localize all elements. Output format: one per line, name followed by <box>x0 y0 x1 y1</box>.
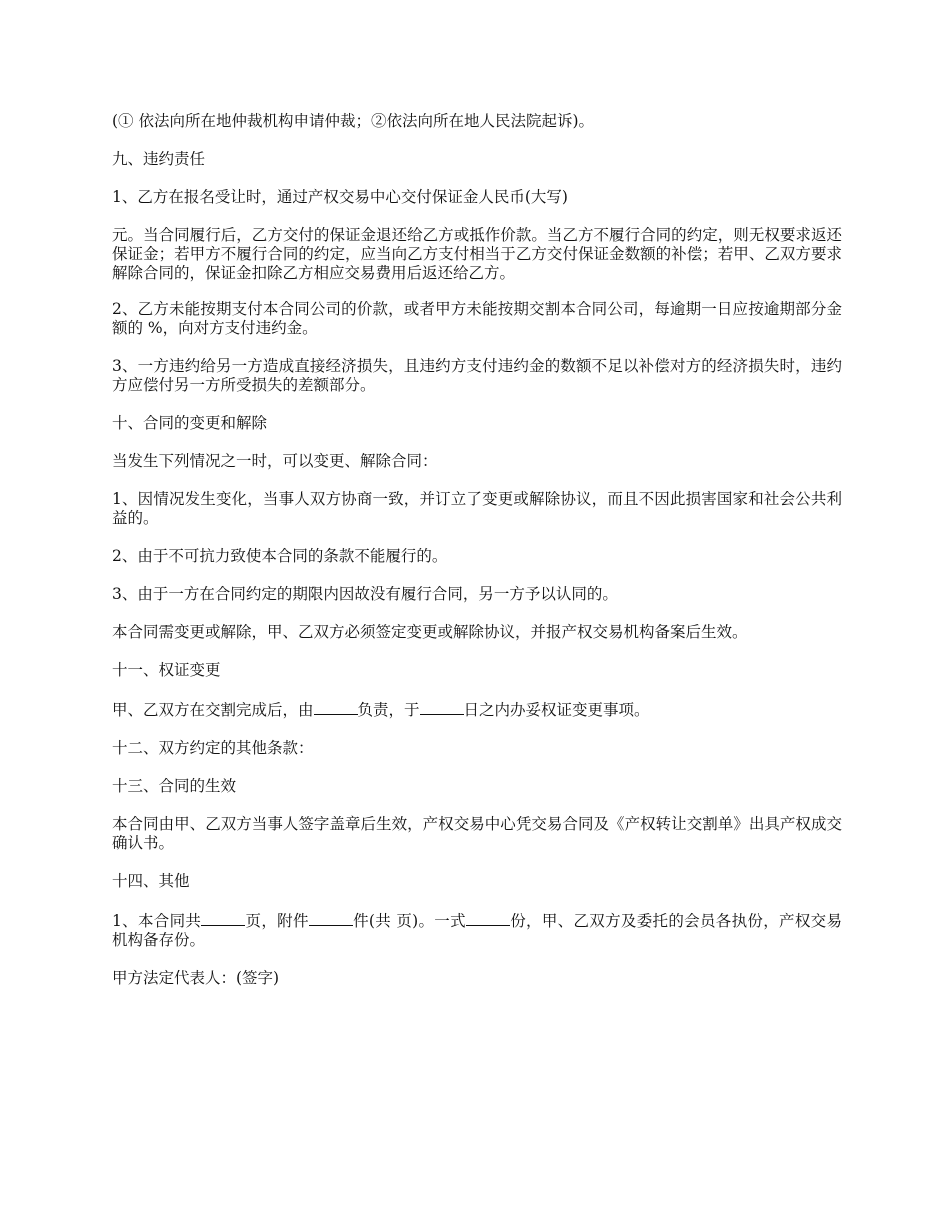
heading-miscellaneous: 十四、其他 <box>112 872 190 890</box>
paragraph-dispute-resolution: (① 依法向所在地仲裁机构申请仲裁；②依法向所在地人民法院起诉)。 <box>112 112 595 130</box>
paragraph-change-agreement: 本合同需变更或解除，甲、乙双方必须签定变更或解除协议，并报产权交易机构备案后生效。 <box>112 623 748 641</box>
heading-other-terms: 十二、双方约定的其他条款： <box>112 739 314 757</box>
paragraph-deposit-return: 元。当合同履行后，乙方交付的保证金退还给乙方或抵作价款。当乙方不履行合同的约定，则无权要求返还保证金；若甲方不履行合同的约定，应当向乙方支付相当于乙方交付保证金数额的补偿；若甲、乙双方要求解除合同的，保证金扣除乙方相应交易费用后返还给乙方。 <box>112 226 842 282</box>
heading-breach-liability: 九、违约责任 <box>112 150 206 168</box>
blank-days <box>420 699 464 715</box>
heading-title-change: 十一、权证变更 <box>112 661 221 679</box>
blank-pages <box>201 910 245 926</box>
paragraph-condition-1: 1、因情况发生变化，当事人双方协商一致，并订立了变更或解除协议，而且不因此损害国家和社会公共利益的。 <box>112 490 842 527</box>
paragraph-late-payment: 2、乙方未能按期支付本合同公司的价款，或者甲方未能按期交割本合同公司，每逾期一日应按逾期部分金额的 %，向对方支付违约金。 <box>112 300 842 337</box>
heading-contract-change: 十、合同的变更和解除 <box>112 414 268 432</box>
paragraph-change-conditions: 当发生下列情况之一时，可以变更、解除合同： <box>112 452 438 470</box>
blank-attachments <box>309 910 353 926</box>
paragraph-deposit: 1、乙方在报名受让时，通过产权交易中心交付保证金人民币(大写) <box>112 188 568 206</box>
blank-copies <box>466 910 510 926</box>
document-body <box>112 112 842 1007</box>
signature-line: 甲方法定代表人：(签字) <box>112 969 280 987</box>
paragraph-copies: 1、本合同共 页，附件 件(共 页)。一式 份，甲、乙双方及委托的会员各执份，产权交易机构备存份。 <box>112 912 842 949</box>
heading-effectiveness: 十三、合同的生效 <box>112 777 237 795</box>
paragraph-condition-3: 3、由于一方在合同约定的期限内因故没有履行合同，另一方予以认同的。 <box>112 585 618 603</box>
paragraph-title-transfer: 甲、乙双方在交割完成后，由 负责，于 日之内办妥权证变更事项。 <box>112 701 650 719</box>
blank-responsible-party <box>314 699 358 715</box>
paragraph-condition-2: 2、由于不可抗力致使本合同的条款不能履行的。 <box>112 547 448 565</box>
paragraph-damages: 3、一方违约给另一方造成直接经济损失，且违约方支付违约金的数额不足以补偿对方的经济损失时，违约方应偿付另一方所受损失的差额部分。 <box>112 357 842 394</box>
paragraph-effectiveness: 本合同由甲、乙双方当事人签字盖章后生效，产权交易中心凭交易合同及《产权转让交割单》出具产权成交确认书。 <box>112 815 842 852</box>
